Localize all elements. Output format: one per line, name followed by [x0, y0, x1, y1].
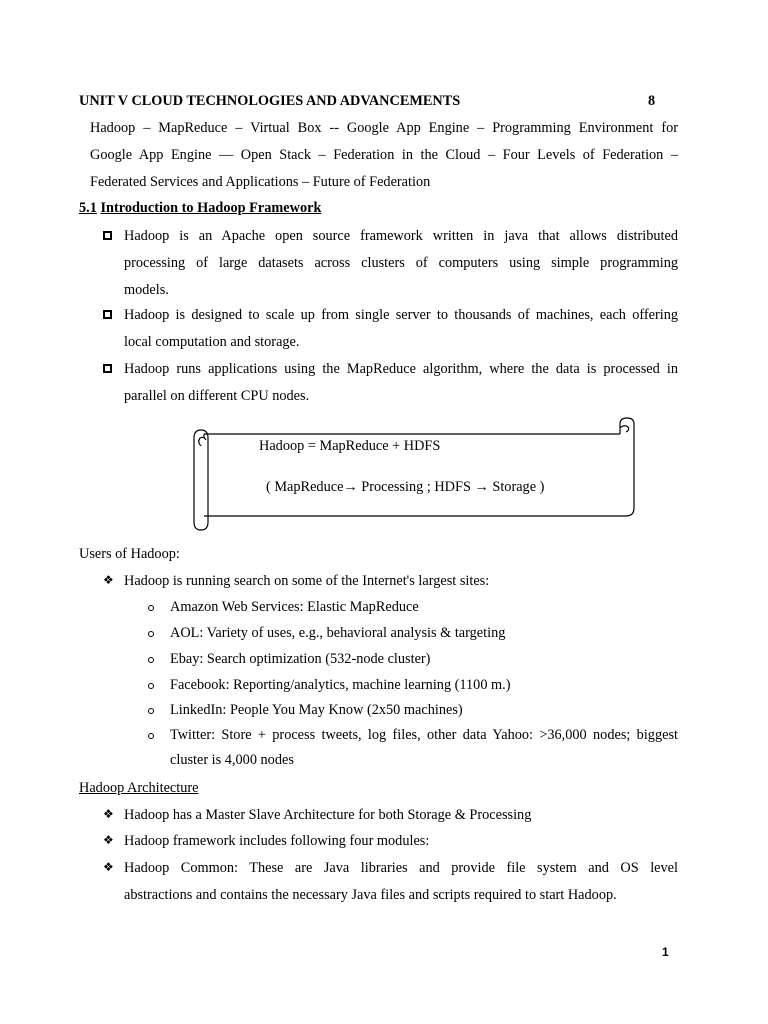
scroll-banner-shape: [188, 416, 638, 534]
intro-bullet-3-line-1: Hadoop runs applications using the MapReduce algorithm, where the data is processed in: [124, 361, 678, 377]
formula-storage: Storage ): [488, 479, 545, 495]
section-number: 5.1: [79, 200, 97, 216]
section-heading: [79, 200, 321, 217]
square-bullet-icon: [103, 364, 112, 373]
architecture-heading: Hadoop Architecture: [79, 780, 199, 796]
user-item-1: Amazon Web Services: Elastic MapReduce: [170, 599, 419, 615]
intro-bullet-1-line-3: models.: [124, 282, 169, 298]
user-item-5: LinkedIn: People You May Know (2x50 machines): [170, 702, 463, 718]
circle-bullet-icon: [148, 733, 154, 739]
diamond-bullet-icon: ❖: [103, 833, 114, 847]
architecture-bullet-2: Hadoop framework includes following four modules:: [124, 833, 430, 849]
user-item-6-line-2: cluster is 4,000 nodes: [170, 752, 294, 768]
user-item-2: AOL: Variety of uses, e.g., behavioral analysis & targeting: [170, 625, 506, 641]
formula-line-2: [266, 479, 544, 496]
user-item-6-line-1: Twitter: Store + process tweets, log files, other data Yahoo: >36,000 nodes; biggest: [170, 727, 678, 743]
intro-bullet-2-line-1: Hadoop is designed to scale up from single server to thousands of machines, each offering: [124, 307, 678, 323]
circle-bullet-icon: [148, 683, 154, 689]
intro-bullet-3-line-2: parallel on different CPU nodes.: [124, 388, 310, 404]
circle-bullet-icon: [148, 708, 154, 714]
unit-marks: 8: [648, 93, 656, 109]
architecture-bullet-1: Hadoop has a Master Slave Architecture for both Storage & Processing: [124, 807, 532, 823]
diamond-bullet-icon: ❖: [103, 573, 114, 587]
square-bullet-icon: [103, 310, 112, 319]
syllabus-line-1: Hadoop – MapReduce – Virtual Box -- Google App Engine – Programming Environment for: [90, 120, 678, 136]
section-title: Introduction to Hadoop Framework: [100, 200, 322, 216]
syllabus-line-2: Google App Engine — Open Stack – Federation in the Cloud – Four Levels of Federation –: [90, 147, 678, 163]
syllabus-line-3: Federated Services and Applications – Future of Federation: [90, 174, 431, 190]
intro-bullet-1-line-1: Hadoop is an Apache open source framework written in java that allows distributed: [124, 228, 678, 244]
arrow-right-icon: →: [343, 479, 358, 495]
user-item-3: Ebay: Search optimization (532-node cluster): [170, 651, 431, 667]
circle-bullet-icon: [148, 657, 154, 663]
intro-bullet-1-line-2: processing of large datasets across clusters of computers using simple programming: [124, 255, 678, 271]
unit-title: UNIT V CLOUD TECHNOLOGIES AND ADVANCEMENTS: [79, 93, 461, 109]
formula-line-1: Hadoop = MapReduce + HDFS: [259, 438, 441, 454]
intro-bullet-2-line-2: local computation and storage.: [124, 334, 300, 350]
architecture-bullet-3-line-1: Hadoop Common: These are Java libraries and provide file system and OS level: [124, 860, 678, 876]
formula-processing: Processing ; HDFS: [357, 479, 475, 495]
diamond-bullet-icon: ❖: [103, 860, 114, 874]
square-bullet-icon: [103, 231, 112, 240]
architecture-bullet-3-line-2: abstractions and contains the necessary Java files and scripts required to start Hadoop.: [124, 887, 617, 903]
formula-mapreduce: ( MapReduce: [266, 479, 344, 495]
users-heading: Users of Hadoop:: [79, 546, 180, 562]
arrow-right-icon: →: [474, 479, 489, 495]
user-item-4: Facebook: Reporting/analytics, machine learning (1100 m.): [170, 677, 511, 693]
users-lead: Hadoop is running search on some of the Internet's largest sites:: [124, 573, 490, 589]
page-number: 1: [662, 945, 669, 959]
circle-bullet-icon: [148, 605, 154, 611]
circle-bullet-icon: [148, 631, 154, 637]
diamond-bullet-icon: ❖: [103, 807, 114, 821]
